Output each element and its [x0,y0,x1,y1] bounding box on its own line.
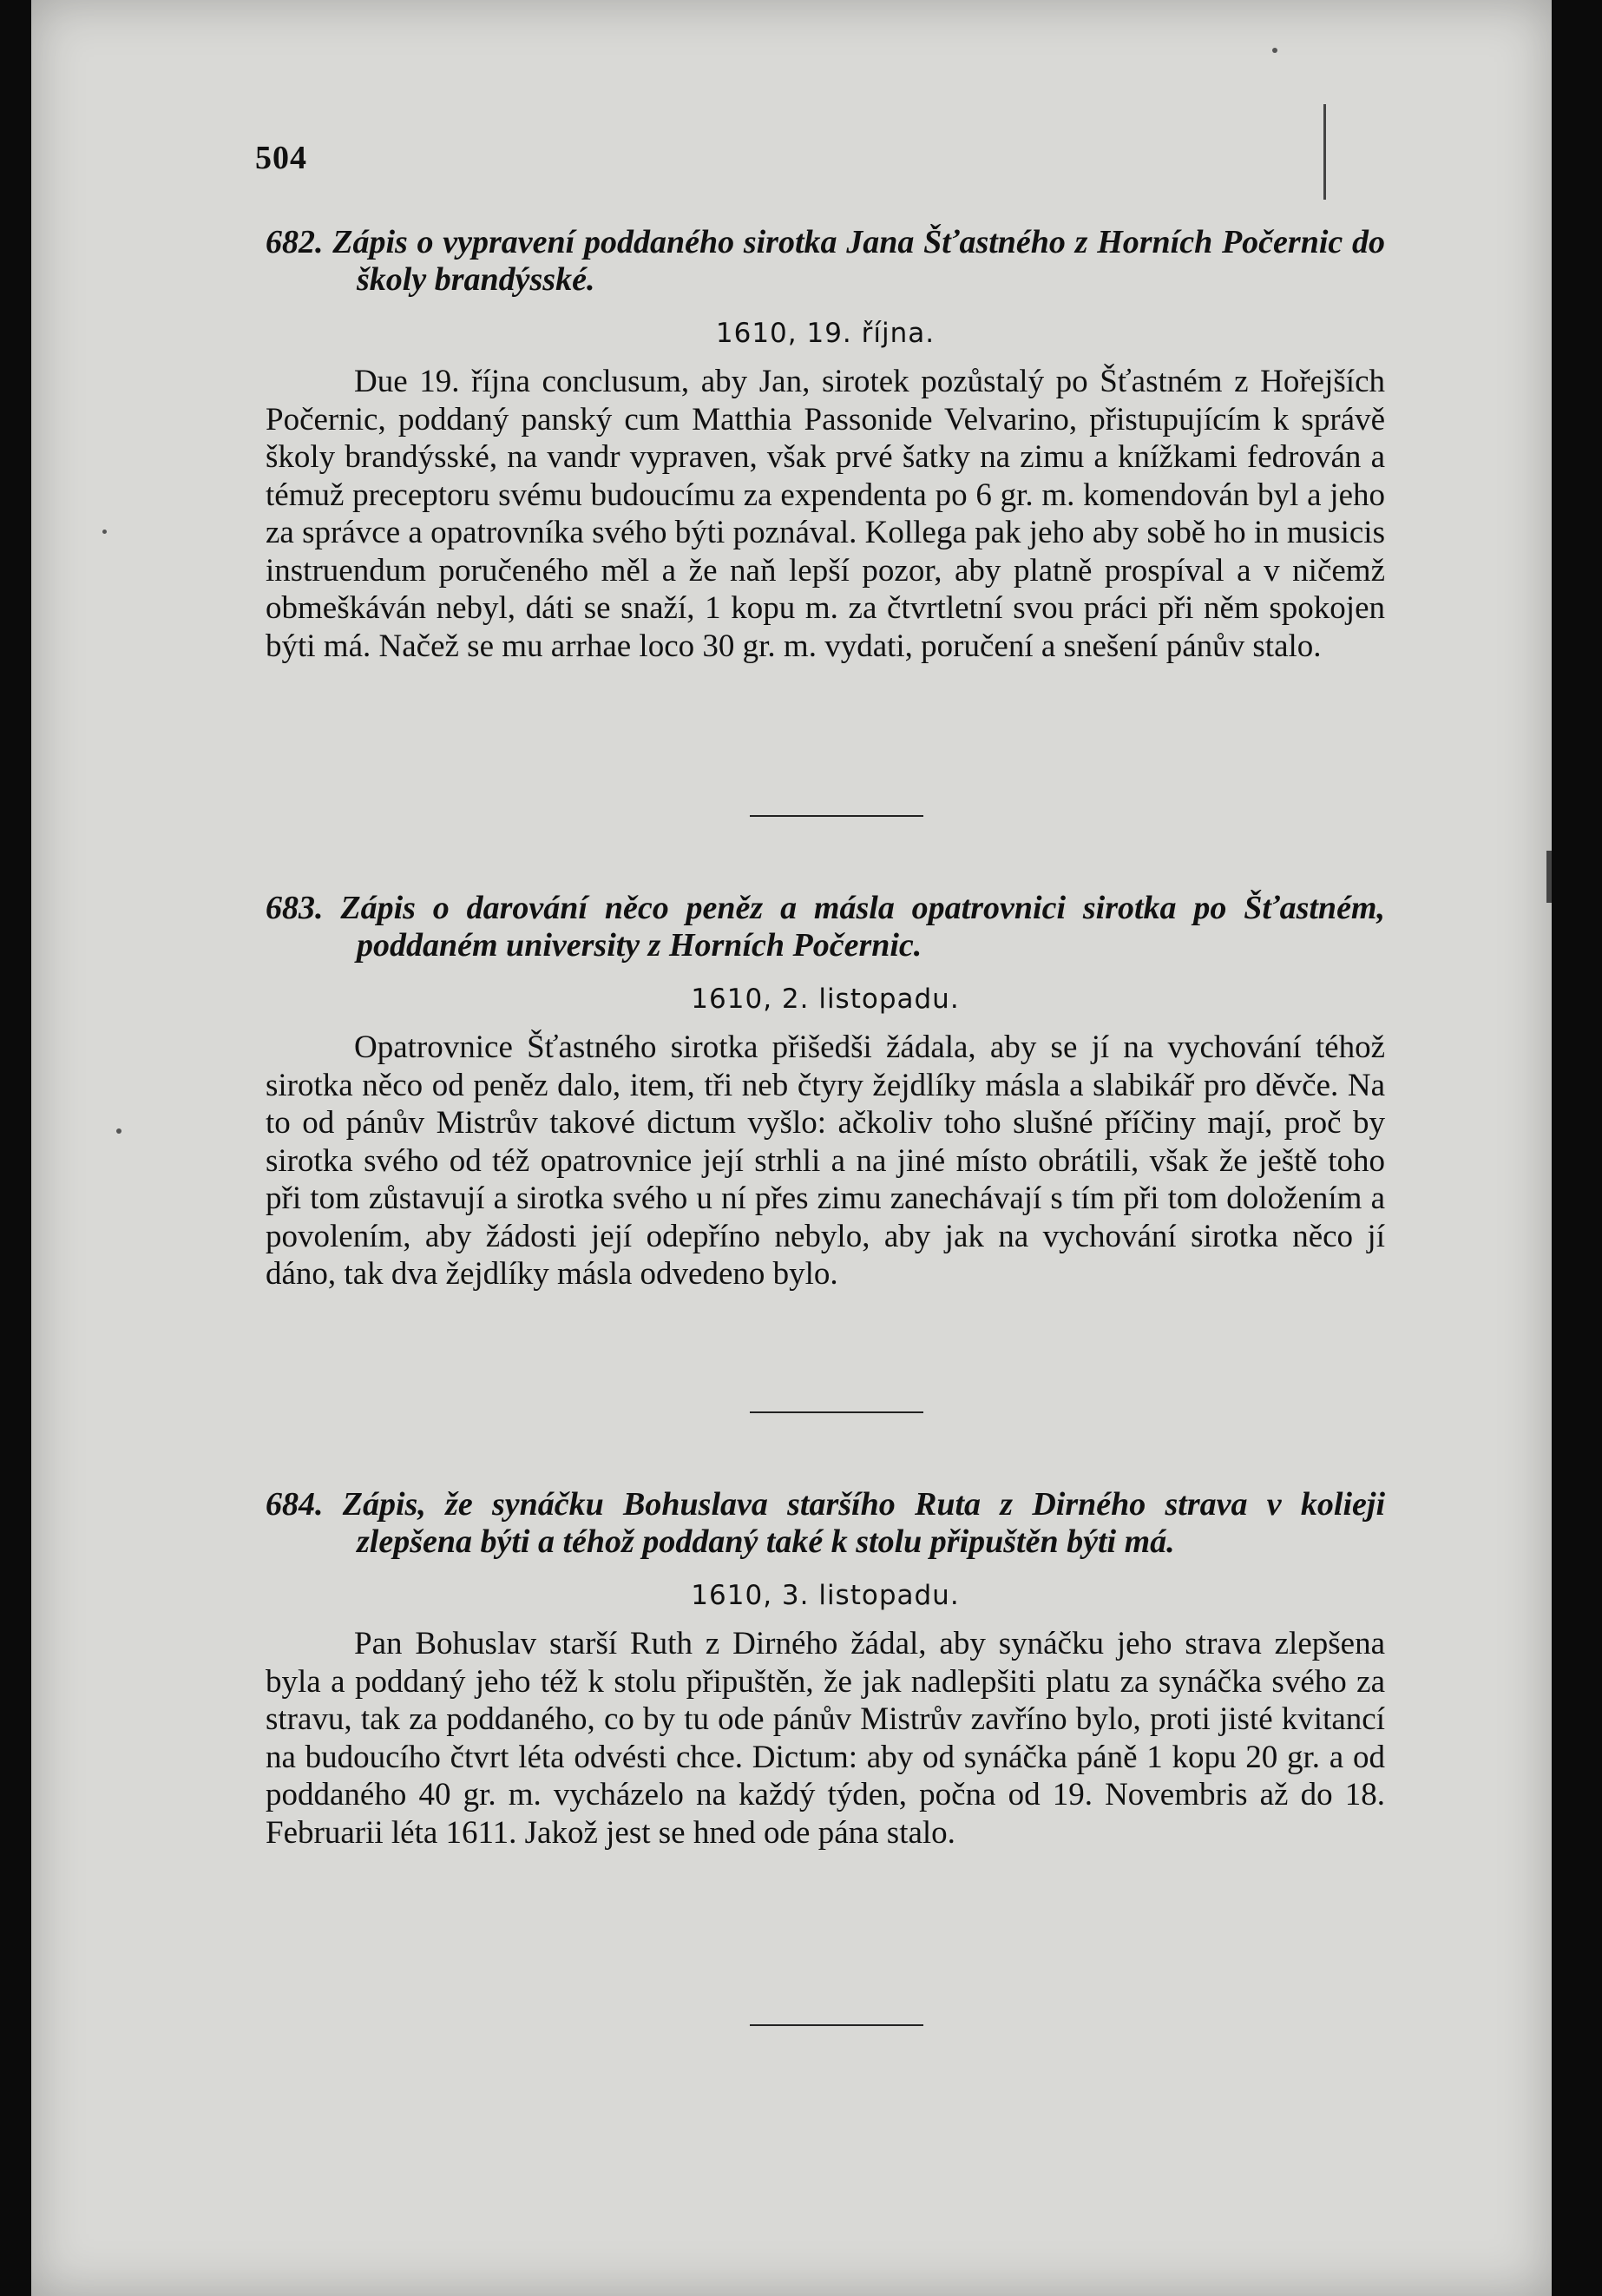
scan-speck [102,530,107,534]
page-number: 504 [255,140,307,176]
scan-edge-mark [1546,851,1552,903]
entry-date: 1610, 19. října. [715,318,936,349]
entry-number: 683. [266,890,324,926]
entry-date: 1610, 3. listopadu. [691,1580,960,1611]
entry-title [266,1486,1385,1561]
scan-speck [1272,48,1277,53]
scan-edge-mark [1323,104,1326,200]
entry-title [266,224,1385,299]
entry-body: Due 19. října conclusum, aby Jan, sirotek pozůstalý po Šťastném z Hořejších Počernic, poddaný panský cum Matthia Passonide Velvarino, přistupujícím k správě školy brandýsské, na vandr vypraven, však prvé šatky na zimu a knížkami fedrován a témuž preceptoru svému budoucímu za expendenta po 6 gr. m. komendován byl a jeho za správce a opatrovníka svého býti poznával. Kollega pak jeho aby sobě ho in musicis instruendum poručeného měl a že naň lepší pozor, aby platně prospíval a v ničemž obmeškáván nebyl, dáti se snaží, 1 kopu m. za čtvrtletní svou práci při něm spokojen býti má. Načež se mu arrhae loco 30 gr. m. vydati, poručení a snešení pánův stalo. [266,364,1385,664]
section-separator [750,1411,923,1413]
entry-684 [266,1486,1385,1852]
entry-body: Pan Bohuslav starší Ruth z Dirného žádal, aby synáčku jeho strava zlepšena byla a poddaný jeho též k stolu připuštěn, že jak nadlepšiti platu za synáčka svého za stravu, tak za poddaného, co by tu ode pánův Mistrův zavříno bylo, proti jisté kvitancí na budoucího čtvrt léta odvésti chce. Dictum: aby od synáčka páně 1 kopu 20 gr. a od poddaného 40 gr. m. vycházelo na každý týden, počna od 19. Novembris až do 18. Februarii léta 1611. Jakož jest se hned ode pána stalo. [266,1626,1385,1851]
entry-683 [266,890,1385,1293]
entry-title [266,890,1385,964]
section-separator [750,815,923,817]
entry-title-text: Zápis o darování něco peněz a másla opatrovnici sirotka po Šťastném, poddaném university z Horních Počernic. [340,890,1385,964]
section-separator [750,2024,923,2026]
entry-682 [266,224,1385,665]
book-page [31,0,1552,2296]
entry-number: 682. [266,224,324,260]
entry-date: 1610, 2. listopadu. [691,984,960,1015]
entry-title-text: Zápis o vypravení poddaného sirotka Jana Šťastného z Horních Počernic do školy brandýsské. [332,224,1385,298]
entry-number: 684. [266,1486,324,1523]
scan-speck [116,1128,121,1134]
entry-title-text: Zápis, že synáčku Bohuslava staršího Ruta z Dirného strava v kolieji zlepšena býti a téhož poddaný také k stolu připuštěn býti má. [342,1486,1385,1560]
entry-body: Opatrovnice Šťastného sirotka přišedši žádala, aby se jí na vychování téhož sirotka něco od peněz dalo, item, tři neb čtyry žejdlíky másla a slabikář pro děvče. Na to od pánův Mistrův takové dictum vyšlo: ačkoliv toho slušné příčiny mají, proč by sirotka svého od též opatrovnice její strhli a na jiné místo obrátili, však že ještě toho při tom zůstavují a sirotka svého u ní přes zimu zanechávají s tím při tom doložením a povolením, aby žádosti její odepříno nebylo, aby jak na vychování sirotka něco jí dáno, tak dva žejdlíky másla odvedeno bylo. [266,1030,1385,1292]
